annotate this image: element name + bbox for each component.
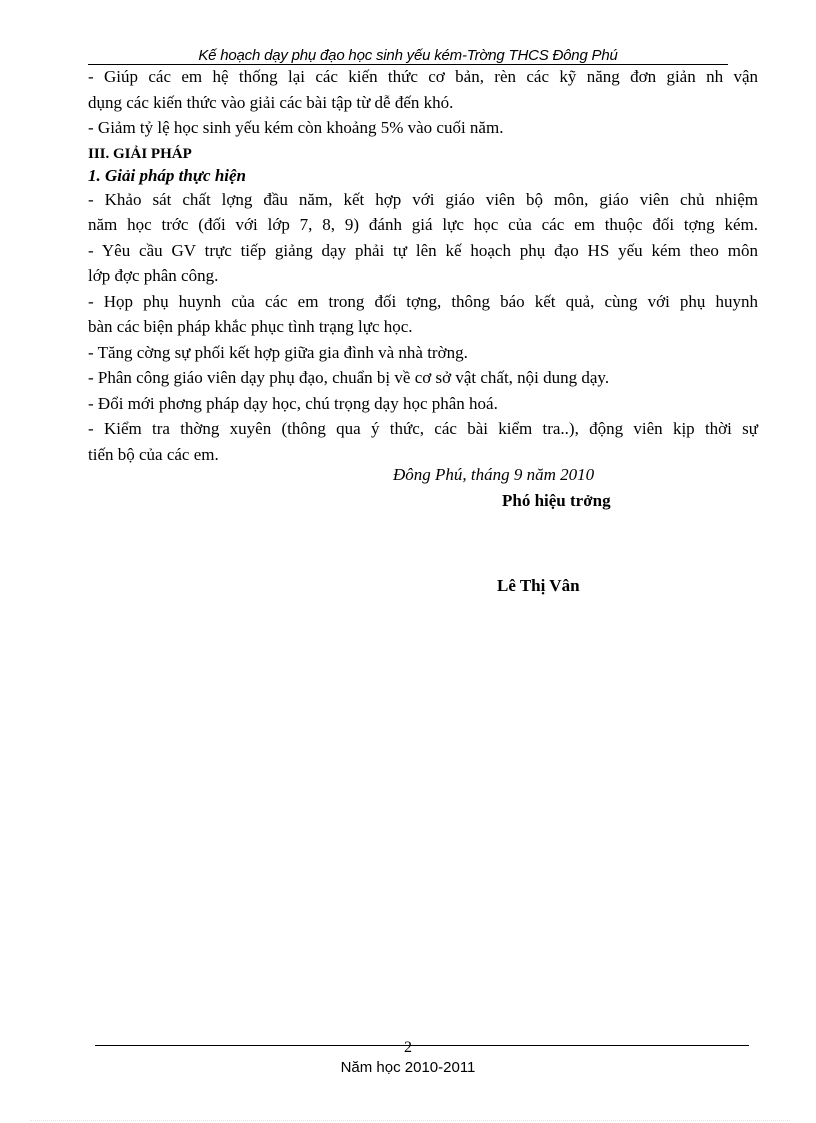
solution-line: - Tăng cờng sự phối kết hợp giữa gia đình và nhà trờng. (88, 342, 468, 362)
solution-line: - Phân công giáo viên dạy phụ đạo, chuẩn bị về cơ sở vật chất, nội dung dạy. (88, 368, 610, 387)
subsection-heading: 1. Giải pháp thực hiện (88, 165, 247, 185)
objective-line-1: - Giúp các em hệ thống lại các kiến thức cơ bản, rèn các kỹ năng đơn giản nh vận (88, 67, 758, 86)
solution-line: - Yêu cầu GV trực tiếp giảng dạy phải tự lên kế hoạch phụ đạo HS yếu kém theo môn (88, 240, 758, 260)
section-heading: III. GIẢI PHÁP (88, 145, 192, 162)
solution-line: - Kiểm tra thờng xuyên (thông qua ý thức, các bài kiểm tra..), động viên kịp thời sự (88, 419, 758, 438)
signature-name: Lê Thị Vân (497, 576, 580, 595)
objective-line-2: dụng các kiến thức vào giải các bài tập từ dễ đến khó. (88, 92, 454, 112)
solution-line: bàn các biện pháp khắc phục tình trạng lực học. (88, 317, 413, 336)
page-footer: Năm học 2010-2011 (340, 1059, 476, 1076)
solution-line: - Đổi mới phơng pháp dạy học, chú trọng dạy học phân hoá. (88, 393, 498, 413)
page-header: Kế hoạch dạy phụ đạo học sinh yếu kém-Trờng THCS Đông Phú (198, 47, 618, 64)
solution-line: năm học trớc (đối với lớp 7, 8, 9) đánh giá lực học của các em thuộc đối tợng kém. (88, 215, 758, 234)
solution-line: tiến bộ của các em. (88, 444, 219, 464)
signature-place-date: Đông Phú, tháng 9 năm 2010 (393, 465, 595, 484)
page-number: 2 (404, 1039, 412, 1056)
page-bottom-border (30, 1120, 790, 1121)
objective-line-3: - Giảm tỷ lệ học sinh yếu kém còn khoảng 5% vào cuối năm. (88, 118, 504, 137)
signature-title: Phó hiệu trởng (502, 491, 611, 510)
solution-line: - Khảo sát chất lợng đầu năm, kết hợp với giáo viên bộ môn, giáo viên chủ nhiệm (88, 189, 758, 209)
document-body (88, 64, 758, 467)
solution-line: - Họp phụ huynh của các em trong đối tợng, thông báo kết quả, cùng với phụ huynh (88, 291, 758, 311)
solution-line: lớp đợc phân công. (88, 266, 219, 285)
